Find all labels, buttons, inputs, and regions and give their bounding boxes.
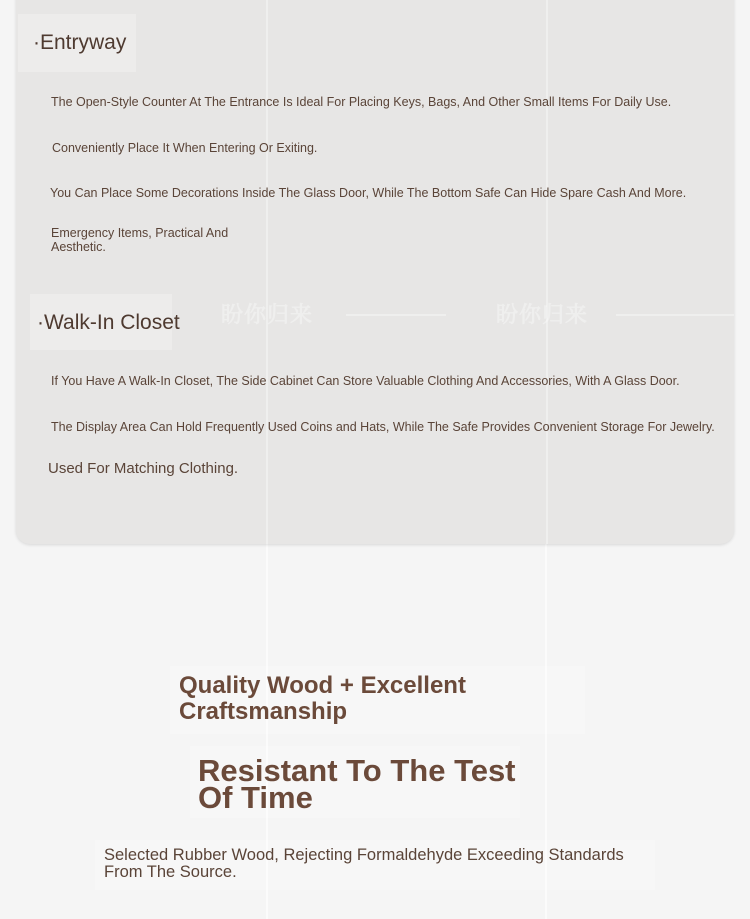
section-heading-walk-in-closet: ·Walk-In Closet <box>37 311 180 334</box>
decorative-line <box>346 314 446 316</box>
promo-headline: Resistant To The Test Of Time <box>198 753 516 815</box>
promo-title: Quality Wood + Excellent Craftsmanship <box>179 672 466 725</box>
section-heading-entryway: ·Entryway <box>33 31 127 54</box>
entryway-text-line: Conveniently Place It When Entering Or Exiting. <box>52 141 318 155</box>
decorative-line <box>616 314 734 316</box>
entryway-text-line: The Open-Style Counter At The Entrance Is Ideal For Placing Keys, Bags, And Other Small Items For Daily Use. <box>51 95 672 109</box>
decorative-line <box>546 0 548 544</box>
decorative-line <box>266 0 268 544</box>
watermark-text: 盼你归来 <box>221 302 314 327</box>
promo-subtitle: Selected Rubber Wood, Rejecting Formaldehyde Exceeding Standards From The Source. <box>104 846 624 881</box>
entryway-text-line: Emergency Items, Practical And Aesthetic. <box>51 226 229 254</box>
entryway-text-line: You Can Place Some Decorations Inside The Glass Door, While The Bottom Safe Can Hide Spare Cash And More. <box>50 186 687 200</box>
closet-text-line: Used For Matching Clothing. <box>48 460 239 477</box>
closet-text-line: If You Have A Walk-In Closet, The Side Cabinet Can Store Valuable Clothing And Accessories, With A Glass Door. <box>51 374 680 388</box>
watermark-text: 盼你归来 <box>496 302 589 327</box>
closet-text-line: The Display Area Can Hold Frequently Used Coins and Hats, While The Safe Provides Convenient Storage For Jewelry. <box>51 420 715 434</box>
